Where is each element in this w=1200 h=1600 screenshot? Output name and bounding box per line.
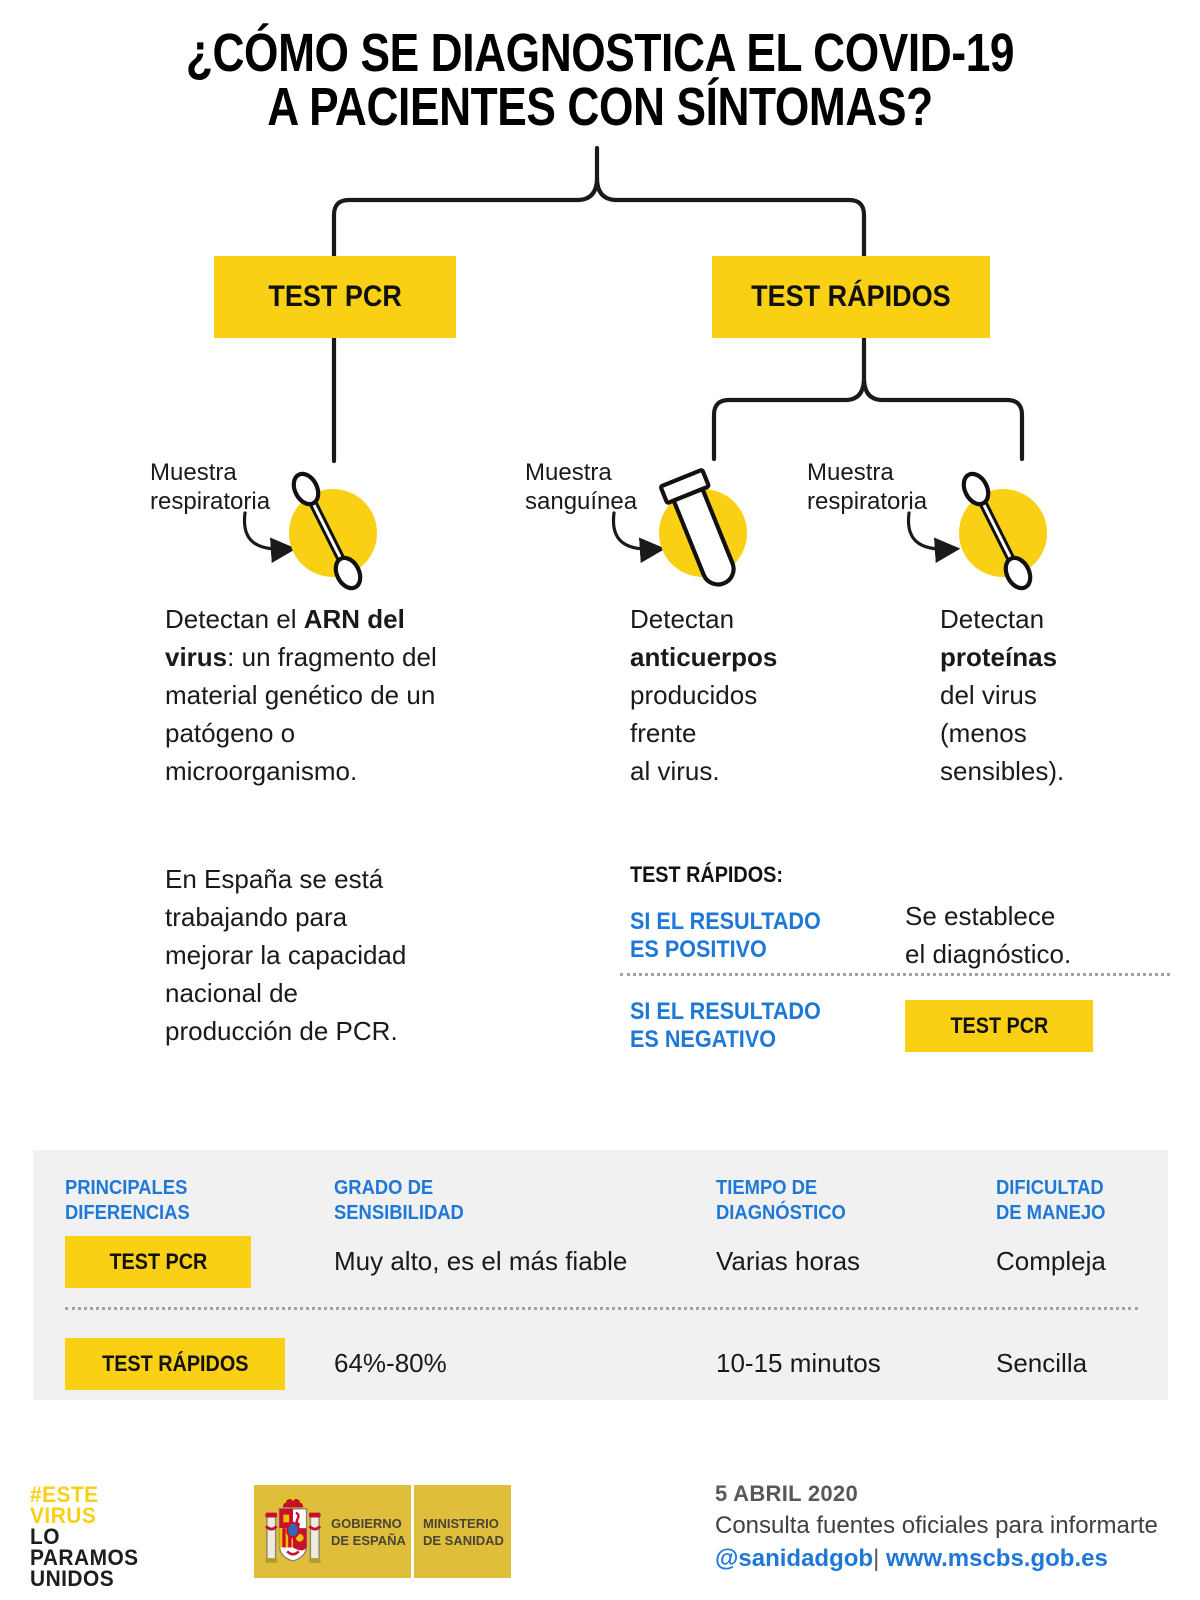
test-rapidos-box	[712, 256, 990, 338]
spain-note: En España se está trabajando para mejorar la capacidad nacional de producción de PCR.	[165, 864, 407, 1046]
test-pcr-box-label: TEST PCR	[268, 280, 402, 313]
link-separator: |	[873, 1545, 880, 1572]
sample-label-blood: Muestra sanguínea	[525, 459, 638, 515]
test-pcr-box	[214, 256, 456, 338]
cell-rapid-time: 10-15 minutos	[716, 1348, 881, 1378]
test-rapidos-box-label: TEST RÁPIDOS	[751, 280, 951, 313]
arrow-to-swab-right	[908, 513, 954, 549]
swab-icon	[289, 470, 377, 593]
cell-pcr-sensitivity: Muy alto, es el más fiable	[334, 1246, 628, 1276]
column-header-differences: PRINCIPALES DIFERENCIAS	[65, 1177, 190, 1224]
website-link[interactable]: www.mscbs.gob.es	[885, 1545, 1108, 1572]
negative-result-label: SI EL RESULTADO ES NEGATIVO	[630, 998, 821, 1053]
social-handle-link[interactable]: @sanidadgob	[715, 1545, 874, 1572]
comparison-table	[33, 1150, 1168, 1400]
government-label: GOBIERNO DE ESPAÑA	[331, 1515, 406, 1548]
ministry-label: MINISTERIO DE SANIDAD	[423, 1515, 504, 1548]
swab-icon	[959, 470, 1047, 593]
sample-label-respiratory-pcr: Muestra respiratoria	[150, 459, 271, 515]
cell-pcr-time: Varias horas	[716, 1246, 861, 1276]
government-logo	[254, 1485, 511, 1578]
cell-rapid-sensitivity: 64%-80%	[334, 1348, 447, 1378]
column-header-sensitivity: GRADO DE SENSIBILIDAD	[334, 1177, 464, 1224]
publication-date: 5 ABRIL 2020	[715, 1481, 859, 1506]
pcr-description: Detectan el ARN del virus: un fragmento del material genético de un patógeno o microorganismo.	[165, 604, 437, 786]
blood-test-description: Detectan anticuerpos producidos frente al virus.	[630, 604, 778, 786]
positive-result-label: SI EL RESULTADO ES POSITIVO	[630, 908, 821, 963]
campaign-logo: #ESTE VIRUS LO PARAMOS UNIDOS	[30, 1482, 139, 1591]
column-header-time: TIEMPO DE DIAGNÓSTICO	[716, 1177, 846, 1224]
test-tube-icon	[659, 470, 747, 592]
page-title-line1: ¿CÓMO SE DIAGNOSTICA EL COVID-19	[185, 23, 1015, 83]
page-title-line2: A PACIENTES CON SÍNTOMAS?	[267, 77, 933, 137]
cell-pcr-difficulty: Compleja	[996, 1246, 1106, 1276]
page-title	[108, 23, 1092, 137]
spain-coat-of-arms	[264, 1493, 322, 1571]
arrow-to-swab-left	[244, 513, 290, 549]
row-label-test-pcr: TEST PCR	[65, 1236, 251, 1288]
cell-rapid-difficulty: Sencilla	[996, 1348, 1088, 1378]
negative-outcome-test-pcr-box: TEST PCR	[905, 1000, 1093, 1052]
sample-label-respiratory-rapid: Muestra respiratoria	[807, 459, 928, 515]
column-header-difficulty: DIFICULTAD DE MANEJO	[996, 1177, 1106, 1224]
protein-test-description: Detectan proteínas del virus (menos sensibles).	[940, 604, 1065, 786]
official-sources-note: Consulta fuentes oficiales para informarte	[715, 1512, 1158, 1539]
results-divider	[620, 973, 1170, 976]
footer-links	[715, 1545, 1108, 1573]
arrow-to-test-tube	[613, 513, 659, 549]
row-label-test-rapidos: TEST RÁPIDOS	[65, 1338, 285, 1390]
positive-outcome-text: Se establece el diagnóstico.	[905, 901, 1072, 969]
rapid-tests-results-heading: TEST RÁPIDOS:	[630, 862, 783, 887]
table-row-divider	[65, 1307, 1138, 1310]
sample-pointer-arrows	[244, 513, 954, 549]
rapid-branch-connector	[714, 338, 864, 459]
